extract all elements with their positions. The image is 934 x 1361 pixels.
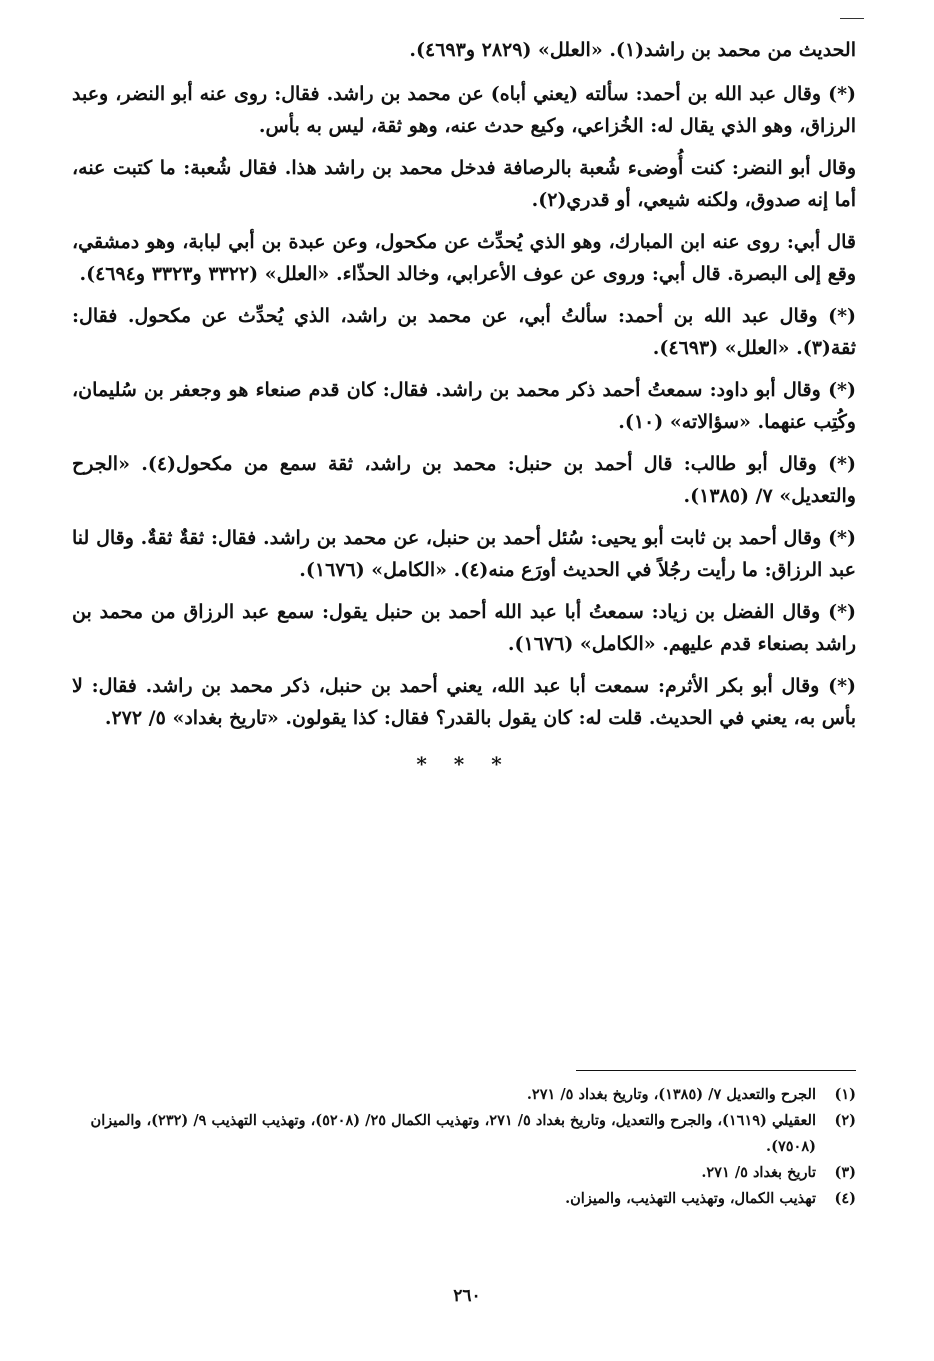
paragraph: (*) وقال أبو بكر الأثرم: سمعت أبا عبد الله، يعني أحمد بن حنبل، ذكر محمد بن راشد. فقال: لا بأس به، يعني في الحديث. قلت له: كان يقول بالقدر؟ فقال: كذا يقولون. «تاريخ بغداد» ٥/ ٢٧٢.: [72, 675, 856, 729]
footnote-number: (٤): [834, 1190, 856, 1207]
footnote: [72, 1082, 856, 1108]
footnote: [72, 1108, 856, 1160]
footnote: [72, 1160, 856, 1186]
page-number: ٢٦٠: [453, 1286, 481, 1306]
paragraph: (*) وقال أحمد بن ثابت أبو يحيى: سُئل أحمد بن حنبل، عن محمد بن راشد. فقال: ثقةٌ ثقةٌ. وقال لنا عبد الرزاق: ما رأيت رجُلاً في الحديث أورَع منه(٤). «الكامل» (١٦٧٦).: [72, 527, 856, 581]
footnote-text: الجرح والتعديل ٧/ (١٣٨٥)، وتاريخ بغداد ٥/ ٢٧١.: [526, 1086, 816, 1103]
paragraph: قال أبي: روى عنه ابن المبارك، وهو الذي يُحدِّث عن مكحول، وعن عبدة بن أبي لبابة، وهو دمشقي، وقع إلى البصرة. قال أبي: وروى عن عوف الأعرابي، وخالد الحذّاء. «العلل» (٣٣٢٢ و٣٣٢٣ و٤٦٩٤).: [72, 231, 856, 285]
paragraph: (*) وقال أبو داود: سمعتُ أحمد ذكر محمد بن راشد. فقال: كان قدم صنعاء هو وجعفر بن سُليمان، وكُتِب عنهما. «سؤالاته» (١٠).: [72, 379, 856, 433]
footnote-number: (١): [834, 1086, 856, 1103]
paragraph: الحديث من محمد بن راشد(١). «العلل» (٢٨٢٩ و٤٦٩٣).: [409, 39, 856, 61]
paragraph: (*) وقال الفضل بن زياد: سمعتُ أبا عبد الله أحمد بن حنبل يقول: سمع عبد الرزاق من محمد بن راشد بصنعاء قدم عليهم. «الكامل» (١٦٧٦).: [72, 601, 856, 655]
footnote-text: تهذيب الكمال، وتهذيب التهذيب، والميزان.: [565, 1190, 816, 1207]
paragraph: وقال أبو النضر: كنت أُوضىء شُعبة بالرصافة فدخل محمد بن راشد هذا. فقال شُعبة: ما كتبت عنه، أما إنه صدوق، ولكنه شيعي، أو قدري(٢).: [72, 157, 856, 211]
section-separator: * * *: [416, 752, 512, 776]
footnote-text: تاريخ بغداد ٥/ ٢٧١.: [701, 1164, 816, 1181]
footnote-number: (٣): [834, 1164, 856, 1181]
corner-mark: [840, 18, 864, 19]
footnote: [72, 1186, 856, 1212]
paragraph: (*) وقال أبو طالب: قال أحمد بن حنبل: محمد بن راشد، ثقة سمع من مكحول(٤). «الجرح والتعديل» ٧/ (١٣٨٥).: [72, 453, 856, 507]
paragraph: (*) وقال عبد الله بن أحمد: سألته (يعني أباه) عن محمد بن راشد. فقال: روى عنه أبو النضر، وعبد الرزاق، وهو الذي يقال له: الخُزاعي، وكيع حدث عنه، وهو ثقة، ليس به بأس.: [72, 83, 856, 137]
paragraph: (*) وقال عبد الله بن أحمد: سألتُ أبي، عن محمد بن راشد، الذي يُحدِّث عن مكحول. فقال: ثقة(٣). «العلل» (٤٦٩٣).: [72, 305, 856, 359]
page-body: [72, 34, 856, 798]
footnotes: [72, 1082, 856, 1212]
footnote-number: (٢): [834, 1112, 856, 1129]
footnote-divider: [576, 1070, 856, 1071]
footnote-text: العقيلي (١٦١٩)، والجرح والتعديل، وتاريخ بغداد ٥/ ٢٧١، وتهذيب الكمال ٢٥/ (٥٢٠٨)، وتهذيب التهذيب ٩/ (٢٣٢)، والميزان (٧٥٠٨).: [90, 1112, 816, 1155]
